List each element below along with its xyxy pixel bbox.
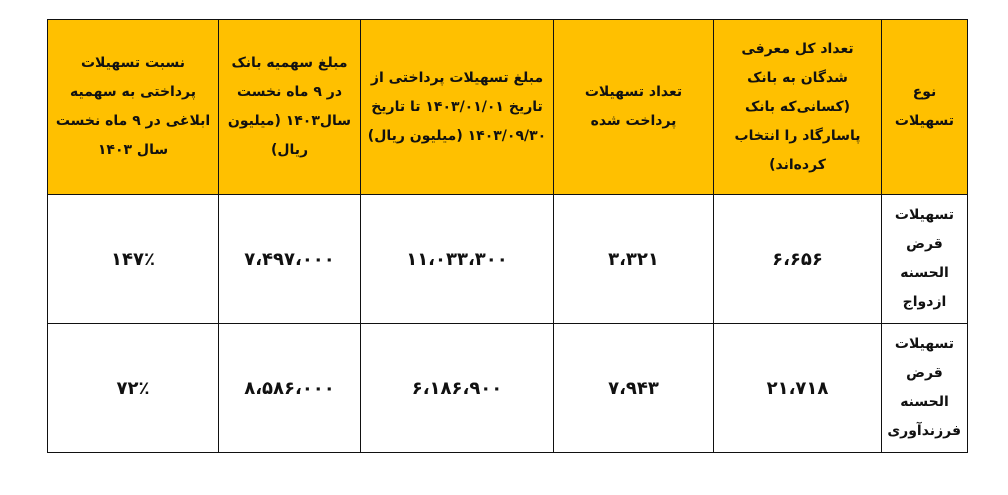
header-ratio: نسبت تسهیلات پرداختی به سهمیه ابلاغی در ۹ ماه نخست سال ۱۴۰۳ bbox=[48, 20, 219, 195]
paid-amount-cell: ۶،۱۸۶،۹۰۰ bbox=[361, 324, 554, 453]
header-quota-amount: مبلغ سهمیه بانک در ۹ ماه نخست سال۱۴۰۳ (میلیون ریال) bbox=[219, 20, 361, 195]
paid-count-cell: ۷،۹۴۳ bbox=[554, 324, 714, 453]
facilities-table bbox=[47, 19, 968, 453]
facility-type-cell: تسهیلات قرض الحسنه فرزندآوری bbox=[882, 324, 968, 453]
header-paid-amount: مبلغ تسهیلات پرداختی از تاریخ ۱۴۰۳/۰۱/۰۱ تا تاریخ ۱۴۰۳/۰۹/۳۰ (میلیون ریال) bbox=[361, 20, 554, 195]
total-referred-cell: ۶،۶۵۶ bbox=[714, 195, 882, 324]
header-paid-count: تعداد تسهیلات پرداخت شده bbox=[554, 20, 714, 195]
header-facility-type: نوع تسهیلات bbox=[882, 20, 968, 195]
header-total-referred: تعداد کل معرفی شدگان به بانک (کسانی‌که بانک پاسارگاد را انتخاب کرده‌اند) bbox=[714, 20, 882, 195]
facility-type-cell: تسهیلات قرض الحسنه ازدواج bbox=[882, 195, 968, 324]
ratio-cell: ۱۴۷٪ bbox=[48, 195, 219, 324]
table-row bbox=[48, 324, 968, 453]
table-row bbox=[48, 195, 968, 324]
total-referred-cell: ۲۱،۷۱۸ bbox=[714, 324, 882, 453]
quota-amount-cell: ۸،۵۸۶،۰۰۰ bbox=[219, 324, 361, 453]
quota-amount-cell: ۷،۴۹۷،۰۰۰ bbox=[219, 195, 361, 324]
header-row bbox=[48, 20, 968, 195]
paid-amount-cell: ۱۱،۰۳۳،۳۰۰ bbox=[361, 195, 554, 324]
ratio-cell: ۷۲٪ bbox=[48, 324, 219, 453]
paid-count-cell: ۳،۳۲۱ bbox=[554, 195, 714, 324]
